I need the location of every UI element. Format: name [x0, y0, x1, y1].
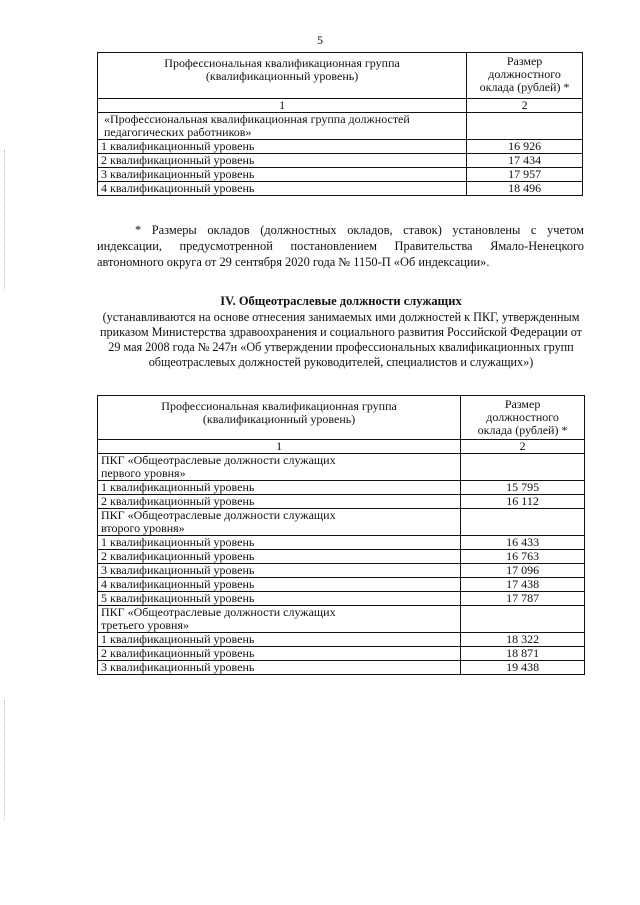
level-name: 3 квалификационный уровень — [98, 168, 467, 182]
table-row — [98, 113, 583, 140]
group-name: «Профессиональная квалификационная группа должностей педагогических работников» — [98, 113, 467, 140]
level-name: 2 квалификационный уровень — [98, 550, 461, 564]
salary-value — [461, 454, 585, 481]
level-name: 3 квалификационный уровень — [98, 661, 461, 675]
table-row — [98, 154, 583, 168]
header-salary: Размер должностного оклада (рублей) * — [461, 396, 585, 440]
salary-value: 17 438 — [461, 578, 585, 592]
salary-value: 18 322 — [461, 633, 585, 647]
margin-dots — [4, 700, 7, 820]
salary-value: 17 096 — [461, 564, 585, 578]
salary-value: 16 112 — [461, 495, 585, 509]
section-subtitle: (устанавливаются на основе отнесения занимаемых ими должностей к ПКГ, утвержденным приказом Министерства здравоохранения и социального развития Российской Федерации от 29 мая 2008 года № 247н «Об утверждении профессиональных квалификационных групп общеотраслевых должностей руководителей, специалистов и служащих») — [100, 310, 582, 369]
salary-value: 19 438 — [461, 661, 585, 675]
table-row — [98, 661, 585, 675]
table-row — [98, 481, 585, 495]
header-group: Профессиональная квалификационная группа (квалификационный уровень) — [98, 396, 461, 440]
salary-value: 17 787 — [461, 592, 585, 606]
level-name: 2 квалификационный уровень — [98, 647, 461, 661]
table-row — [98, 647, 585, 661]
column-number: 2 — [467, 99, 583, 113]
page-number: 5 — [317, 33, 323, 47]
header-salary: Размер должностного оклада (рублей) * — [467, 53, 583, 99]
group-name: ПКГ «Общеотраслевые должности служащих третьего уровня» — [98, 606, 461, 633]
level-name: 4 квалификационный уровень — [98, 182, 467, 196]
level-name: 1 квалификационный уровень — [98, 536, 461, 550]
level-name: 1 квалификационный уровень — [98, 481, 461, 495]
level-name: 2 квалификационный уровень — [98, 154, 467, 168]
group-name: ПКГ «Общеотраслевые должности служащих второго уровня» — [98, 509, 461, 536]
level-name: 2 квалификационный уровень — [98, 495, 461, 509]
level-name: 4 квалификационный уровень — [98, 578, 461, 592]
group-name: ПКГ «Общеотраслевые должности служащих первого уровня» — [98, 454, 461, 481]
table-row — [98, 550, 585, 564]
level-name: 1 квалификационный уровень — [98, 633, 461, 647]
table-row — [98, 633, 585, 647]
section-title: IV. Общеотраслевые должности служащих — [220, 294, 462, 308]
level-name: 5 квалификационный уровень — [98, 592, 461, 606]
table-row — [98, 592, 585, 606]
table-row — [98, 495, 585, 509]
table-row — [98, 536, 585, 550]
level-name: 1 квалификационный уровень — [98, 140, 467, 154]
salary-value: 15 795 — [461, 481, 585, 495]
table-row — [98, 606, 585, 633]
column-number: 2 — [461, 440, 585, 454]
level-name: 3 квалификационный уровень — [98, 564, 461, 578]
indexation-note: * Размеры окладов (должностных окладов, ставок) установлены с учетом индексации, предусмотренной постановлением Правительства Ямало-Ненецкого автономного округа от 29 сентября 2020 года № 1150-П «Об индексации». — [97, 223, 584, 269]
table-row — [98, 564, 585, 578]
table-row — [98, 578, 585, 592]
salary-value — [461, 509, 585, 536]
salary-value: 17 957 — [467, 168, 583, 182]
table-row — [98, 168, 583, 182]
margin-dots — [4, 150, 7, 290]
table-row — [98, 454, 585, 481]
table-row — [98, 509, 585, 536]
column-number: 1 — [98, 99, 467, 113]
salary-table-pedagogical — [97, 52, 583, 196]
salary-value: 16 763 — [461, 550, 585, 564]
salary-value: 18 496 — [467, 182, 583, 196]
column-number: 1 — [98, 440, 461, 454]
header-group: Профессиональная квалификационная группа (квалификационный уровень) — [98, 53, 467, 99]
salary-value: 16 433 — [461, 536, 585, 550]
salary-value — [461, 606, 585, 633]
table-row — [98, 140, 583, 154]
salary-value: 17 434 — [467, 154, 583, 168]
table-row — [98, 182, 583, 196]
salary-table-general — [97, 395, 585, 675]
salary-value: 16 926 — [467, 140, 583, 154]
salary-value — [467, 113, 583, 140]
salary-value: 18 871 — [461, 647, 585, 661]
